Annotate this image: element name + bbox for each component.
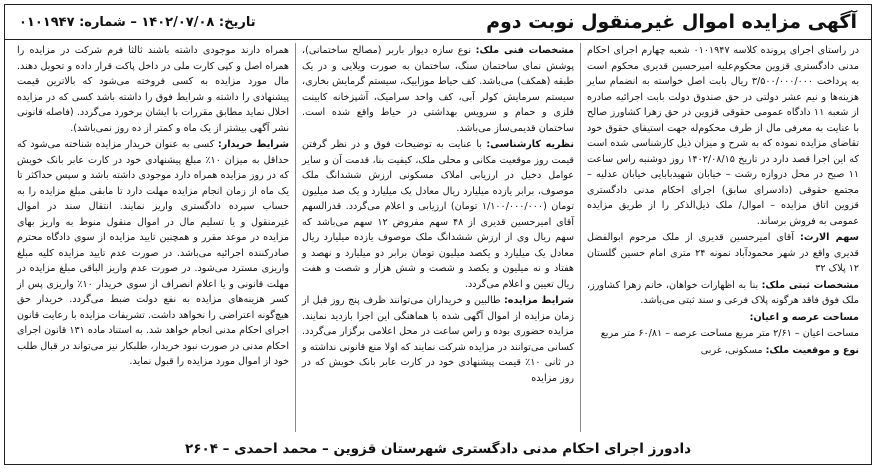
type-label: نوع و موقعیت ملک: <box>765 344 859 356</box>
date-and-number: تاریخ: ۱۴۰۲/۰۷/۰۸ – شماره: ۰۱۰۱۹۴۷ <box>19 14 256 30</box>
notice-footer <box>5 434 871 464</box>
conditions-text: طالبین و خریداران می‌توانند ظرف پنج روز قبل از زمان مزایده از اموال آگهی شده با هماهنگی این اجرا بازدید نمایند. مزایده حضوری بوده و راس ساعت در محل اعلامی برگزار می‌گردد. کسانی می‌توانند در مزایده شرکت نمایند که اولا منع قانونی نداشته و در ثانی ۱۰٪ قیمت پیشنهادی خود در کارت عابر بانک خویش که در روز مزایده <box>302 295 575 384</box>
expert-paragraph <box>302 137 574 292</box>
tech-text: نوع سازه دیوار باربر (مصالح ساختمانی)، پوشش نمای ساختمان سنگ، ساختمان به صورت ویلایی و در یک طبقه (همکف) می‌باشد. کف حیاط موزاییک، سیستم گرمایش بخاری، سیستم سرمایش کولر آبی، کف واحد سرامیک، آشپزخانه کابینت فلزی و حمام و سرویس بهداشتی در حیاط واقع شده است. ساختمان قدیمی‌ساز می‌باشد. <box>302 45 574 134</box>
area-paragraph <box>587 310 859 326</box>
signature-line: دادورز اجرای احکام مدنی دادگستری شهرستان قزوین – محمد احمدی – ۲۶۰۴ <box>184 441 692 457</box>
registry-text: بنا به اظهارات خواهان، خانم زهرا کشاورز، ملک فوق فاقد هرگونه پلاک فرعی و سند ثبتی می‌باشد. <box>587 279 859 306</box>
share-text: آقای امیرحسین قدیری از ملک مرحوم ابوالفضل قدیری واقع در شهر محمودآباد نمونه ۲۴ متری امام حسین گلستان ۱۲ پلاک ۳۲ <box>587 232 859 274</box>
expert-text: با عنایت به توضیحات فوق و در نظر گرفتن قیمت روز موقعیت مکانی و محلی ملک، کیفیت بنا، قدمت آن و سایر عوامل دخیل در ارزیابی املاک مسکونی ارزش ششدانگ ملک موصوف، برابر یازده میلیارد ریال معادل یک میلیارد و یک صد میلیون تومان (۱/۱۰۰/۰۰۰/۰۰۰ تومان) ارزیابی و اعلام می‌گردد. قدرالسهم آقای امیرحسین قدیری از ۴۸ سهم مفروض ۱۲ سهم می‌باشد که سهم ریال وی از ارزش ششدانگ ملک موصوف یازده میلیارد ریال معادل یک میلیارد و یکصد میلیون تومان برابر دو میلیارد و نهصد و هفتاد و نه میلیون و یکصد و شصت و شش هزار و شصت و هفت ریال تعیین و اعلام می‌گردد. <box>302 139 575 290</box>
buyer-label: شرایط خریدار: <box>217 139 289 150</box>
column-middle <box>296 43 581 432</box>
buyer-text: کسی به عنوان خریدار مزایده شناخته می‌شود که حداقل به میزان ۱۰٪ مبلغ پیشنهادی خود در کارت عابر بانک خویش که در روز مزایده همراه دارد موجودی داشته باشد و سپس حداکثر تا یک ماه از زمان انجام مزایده مهلت دارد تا مابقی مبلغ مزایده را به حساب سپرده دادگستری واریز نمایند. انتقال سند در اموال غیرمنقول و یا تسلیم مال در اموال منقول منوط به واریز بهای مزایده در موعد مقرر و همچنین تایید مزایده از سوی دادگاه محترم صادرکننده اجرائیه می‌باشد. در صورت عدم تایید مزایده کلیه مبلغ واریزی مسترد می‌شود. در صورت عدم واریز الباقی مبلغ مزایده در مهلت قانونی و یا اعلام انصراف از سوی خریدار ۱۰٪ واریزی پس از کسر هزینه‌های مزایده به نفع دولت ضبط می‌گردد. خریدار حق هیچ‌گونه اعتراضی را نخواهد داشت. تشریفات مزایده با رعایت قانون اجرای احکام مدنی انجام خواهد شد. به استناد ماده ۱۳۱ قانون اجرای احکام مدنی در صورت نبود خریدار، طلبکار نیز می‌تواند در قبال طلب خود از اموال مورد مزایده را قبول نماید. <box>17 139 289 367</box>
notice-body <box>5 41 871 434</box>
notice-title: آگهی مزایده اموال غیرمنقول نوبت دوم <box>486 11 857 33</box>
conditions-continued: همراه دارند موجودی داشته باشند ثالثا فرم شرکت در مزایده را همراه اصل و کپی کارت ملی در داخل پاکت قرار داده و تحویل دهند. مال مورد مزایده به کسی فروخته می‌شود که بالاترین قیمت پیشنهادی را داشته و شرایط فوق را داشته باشد کسی که در مزایده اخلال نماید مطابق مقررات با ایشان برخورد می‌گردد. (فاصله قانونی نشر آگهی بیشتر از یک ماه و کمتر از ده روز نمی‌باشد). <box>17 45 289 134</box>
share-paragraph <box>587 230 859 277</box>
type-text: مسکونی، غربی <box>700 344 763 356</box>
notice-header <box>5 5 871 40</box>
conditions-paragraph <box>302 293 574 386</box>
column-left <box>11 43 296 432</box>
registry-label: مشخصات ثبتی ملک: <box>761 279 859 291</box>
tech-label: مشخصات فنی ملک: <box>475 45 574 56</box>
tech-paragraph <box>302 43 574 136</box>
registry-paragraph <box>587 278 859 309</box>
auction-notice <box>4 4 872 465</box>
area-label: مساحت عرصه و اعیان: <box>749 311 859 323</box>
area-value: مساحت اعیان – ۲/۶۱ متر مربع مساحت عرصه – ۶۰/۸۱ متر مربع <box>600 328 859 339</box>
share-label: سهم الارث: <box>800 232 859 243</box>
column-right <box>581 43 865 432</box>
buyer-paragraph <box>17 137 289 370</box>
type-paragraph <box>587 343 859 359</box>
conditions-label: شرایط مزایده: <box>503 295 574 306</box>
expert-label: نظریه کارشناسی: <box>486 139 574 150</box>
intro-paragraph: در راستای اجرای پرونده کلاسه ۰۱۰۱۹۴۷ شعبه چهارم اجرای احکام مدنی دادگستری قزوین محکوم‌علیه امیرحسین قدیری محکوم است به پرداخت ۳/۵۰۰/۰۰۰/۰۰۰ ریال بابت اصل خواسته به انضمام سایر هزینه‌ها و نیم عشر دولتی در حق صندوق دولت بابت اجرائیه صادره از شعبه ۱۱ دادگاه عمومی حقوقی قزوین در حق زهرا کشاورز صالح با عنایت به معرفی مال از طرف محکوم‌له جهت استیفای حقوق خود تقاضای مزایده نموده که به شرح و میزان ذیل کارشناسی شده است که این اجرا قصد دارد در تاریخ ۱۴۰۲/۰۸/۱۵ روز دوشنبه راس ساعت ۱۱ صبح در محل دروازه رشت – خیابان شهیدبابایی خیابان عدلیه – مجتمع حقوقی (دادسرای سابق) اجرای احکام مدنی دادگستری قزوین اتاق مزایده – اموال/ ملک ذیل‌الذکر را از طریق مزایده عمومی به فروش برساند. <box>587 45 860 227</box>
